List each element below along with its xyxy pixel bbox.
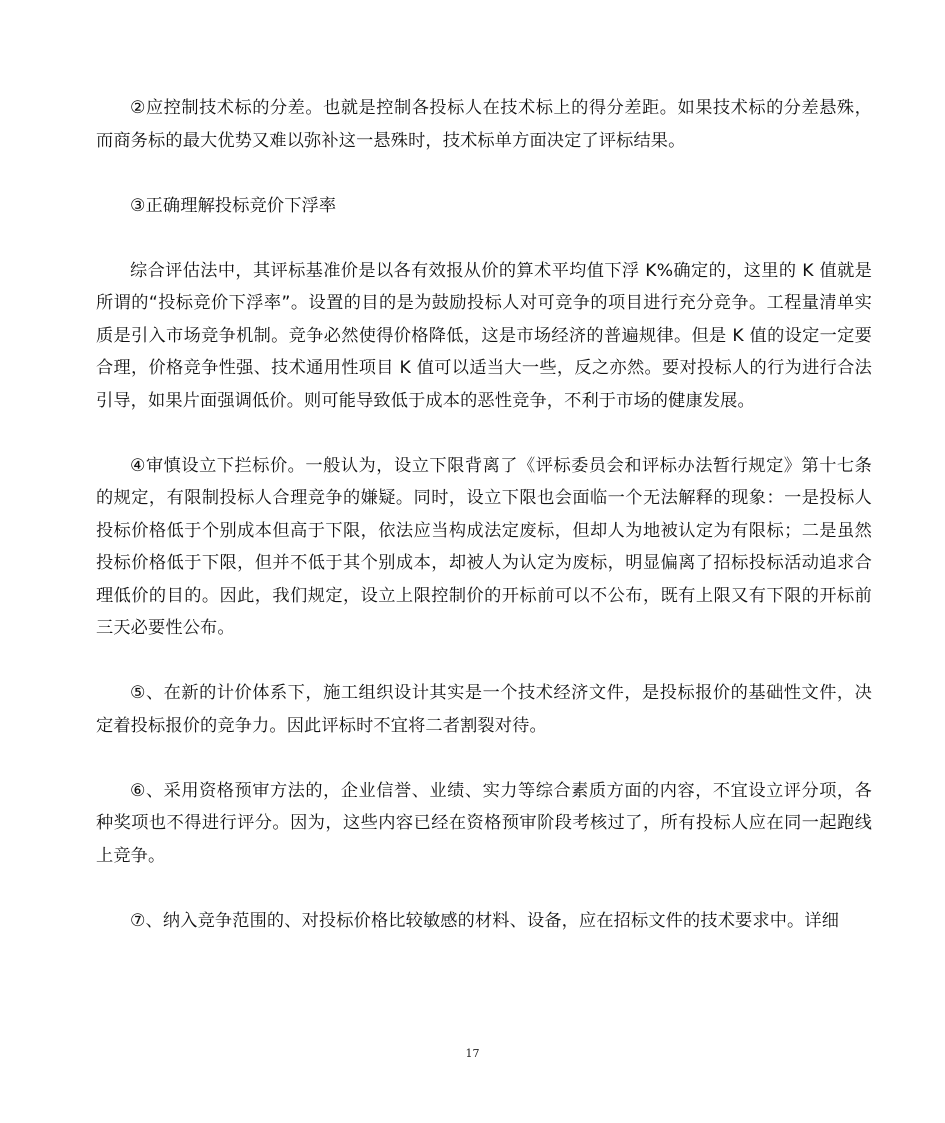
paragraph-construction-design: ⑤、在新的计价体系下，施工组织设计其实是一个技术经济文件，是投标报价的基础性文件，决定着投标报价的竞争力。因此评标时不宜将二者割裂对待。 [96, 683, 872, 736]
paragraph-lower-limit-price: ④审慎设立下拦标价。一般认为，设立下限背离了《评标委员会和评标办法暂行规定》第十七条的规定，有限制投标人合理竞争的嫌疑。同时，设立下限也会面临一个无法解释的现象：一是投标人投标价格低于个别成本但高于下限，依法应当构成法定废标，但却人为地被认定为有限标；二是虽然投标价格低于下限，但并不低于其个别成本，却被人为认定为废标，明显偏离了招标投标活动追求合理低价的目的。因此，我们规定，设立上限控制价的开标前可以不公布，既有上限又有下限的开标前三天必要性公布。 [96, 455, 872, 638]
paragraph-technical-score-gap: ②应控制技术标的分差。也就是控制各投标人在技术标上的得分差距。如果技术标的分差悬殊，而商务标的最大优势又难以弥补这一悬殊时，技术标单方面决定了评标结果。 [96, 98, 872, 151]
paragraph-prequalification: ⑥、采用资格预审方法的，企业信誉、业绩、实力等综合素质方面的内容，不宜设立评分项，各种奖项也不得进行评分。因为，这些内容已经在资格预审阶段考核过了，所有投标人应在同一起跑线上竞争。 [96, 780, 872, 866]
paragraph-comprehensive-evaluation: 综合评估法中，其评标基准价是以各有效报从价的算术平均值下浮 K%确定的，这里的 K 值就是所谓的“投标竞价下浮率”。设置的目的是为鼓励投标人对可竞争的项目进行充分竞争。工程量清单实质是引入市场竞争机制。竞争必然使得价格降低，这是市场经济的普遍规律。但是 K 值的设定一定要合理，价格竞争性强、技术通用性项目 K 值可以适当大一些，反之亦然。要对投标人的行为进行合法引导，如果片面强调低价。则可能导致低于成本的恶性竞争，不利于市场的健康发展。 [96, 260, 872, 411]
paragraph-heading-bid-discount-rate: ③正确理解投标竞价下浮率 [130, 195, 337, 216]
document-body [96, 92, 872, 970]
page-number: 17 [465, 1047, 480, 1060]
paragraph-sensitive-materials: ⑦、纳入竞争范围的、对投标价格比较敏感的材料、设备，应在招标文件的技术要求中。详细 [130, 910, 840, 931]
